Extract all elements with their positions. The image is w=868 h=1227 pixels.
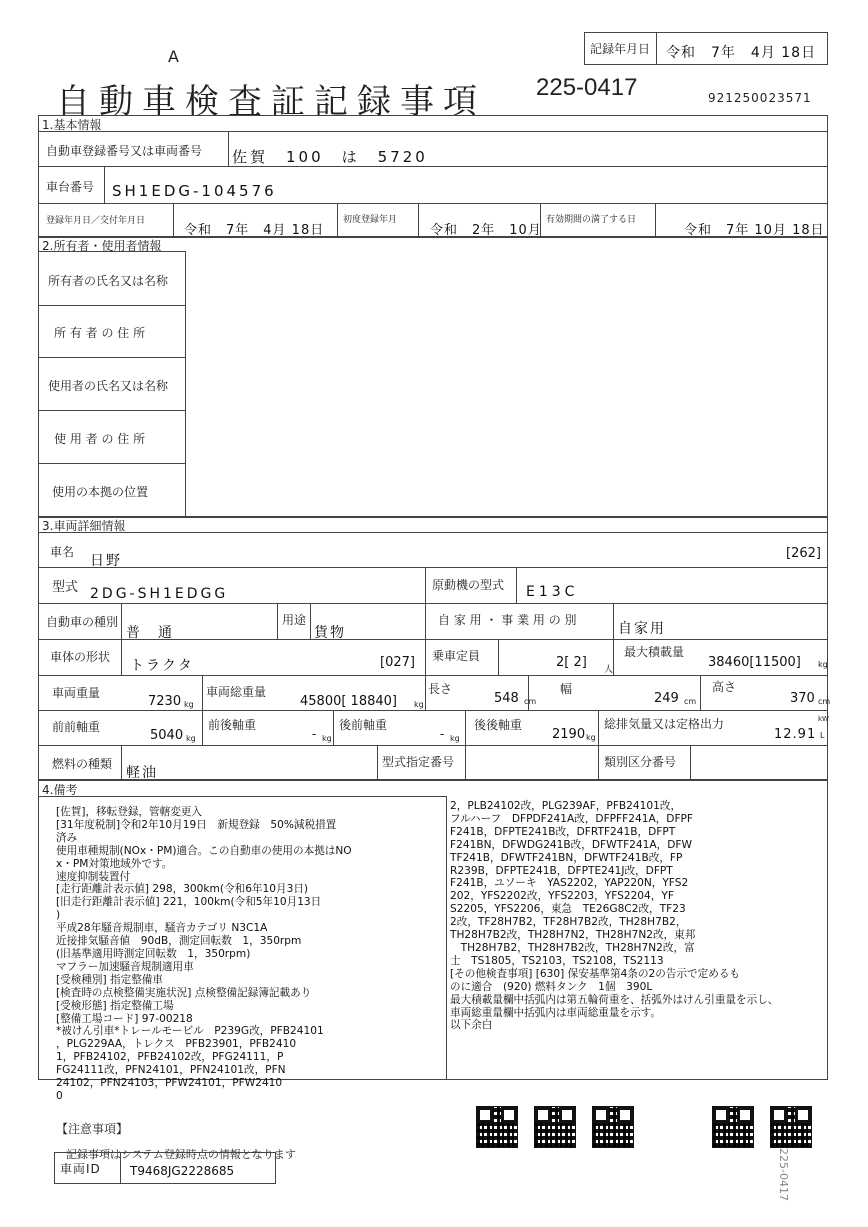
height-label: 高さ [712,680,737,694]
page-title: 自動車検査証記録事項 [56,82,486,122]
remarks-left-line: FG24111改，PFN24101，PFN24101改，PFN [56,1064,286,1077]
remarks-right-column [450,800,778,1032]
margin-handwriting: 225-0417 [777,1148,790,1201]
gross-weight-label: 車両総重量 [206,685,267,699]
remarks-right-line: のに適合 (920) 燃料タンク 1個 390L [450,980,653,993]
car-name-value: 日野 [90,553,122,569]
expiry-date-value: 令和 7年 10月 18日 [684,223,825,238]
qr-code-3 [592,1106,634,1148]
remarks-right-line: 以下余白 [450,1019,493,1032]
max-load-label: 最大積載量 [624,645,685,659]
expiry-date-label: 有効期間の満了する日 [546,215,637,225]
use-value: 貨物 [314,625,346,641]
category-number-label: 類別区分番号 [604,755,677,769]
remarks-left-line: 使用車種規制(NOx・PM)適合。この自動車の使用の本拠はNO [56,844,352,857]
base-location-label: 使用の本拠の位置 [52,485,149,499]
vehicle-id-label: 車両ID [60,1162,101,1176]
remarks-left-column [56,806,352,1103]
record-date-label: 記録年月日 [590,42,651,56]
document-number: 921250023571 [708,91,812,105]
remarks-left-line: ) [56,909,61,922]
remarks-right-line: 最大積載量欄中括弧内は第五輪荷重を、括弧外はけん引重量を示し、 [450,993,779,1006]
chassis-number-label: 車台番号 [46,180,95,194]
displacement-value: 12.91 [774,727,817,742]
stamp-number: 225-0417 [536,74,638,101]
remarks-left-line: 平成28年騒音規制車，騒音カテゴリ N3C1A [56,922,268,935]
remarks-heading: 4.備考 [42,783,78,797]
remarks-left-line: 24102，PFN24103，PFW24101，PFW2410 [56,1077,283,1090]
remarks-right-line: S2205，YFS2206，東急 TE26G8C2改，TF23 [450,903,686,916]
basic-info-heading: 1.基本情報 [42,118,102,132]
displacement-unit-l: L [820,731,825,740]
remarks-right-line: 車両総重量欄中括弧内は車両総重量を示す。 [450,1006,662,1019]
displacement-unit-kw: kW [818,715,829,723]
car-name-code: [262] [786,546,821,561]
notes-text: 記録事項はシステム登録時点の情報となります [66,1148,296,1161]
front-front-axle-label: 前前軸重 [52,720,101,734]
first-registration-label: 初度登録年月 [343,215,398,225]
remarks-left-line: [検査時の点検整備実施状況] 点検整備記録簿記載あり [56,986,312,999]
remarks-left-line: 0 [56,1089,63,1102]
model-label: 型式 [52,580,79,595]
fuel-type-value: 軽油 [126,765,158,781]
remarks-left-line: [受検種別] 指定整備車 [56,973,163,986]
width-label: 幅 [560,682,573,696]
remarks-right-line: 2改，TF28H7B2，TF28H7B2改，TH28H7B2， [450,916,687,929]
plate-number-value: 佐賀 100 は 5720 [232,148,428,166]
remarks-left-line: [整備工場コード] 97-00218 [56,1012,193,1025]
displacement-label: 総排気量又は定格出力 [604,717,725,731]
type-designation-label: 型式指定番号 [382,755,455,769]
length-label: 長さ [428,682,453,696]
capacity-label: 乗車定員 [432,649,481,663]
remarks-right-line: F241BN，DFWDG241B改，DFWTF241A，DFW [450,838,692,851]
engine-model-label: 原動機の型式 [432,578,505,592]
remarks-right-line: 士 TS1805，TS2103，TS2108，TS2113 [450,954,664,967]
remarks-left-line: ，PLG229AA，トレクス PFB23901，PFB2410 [56,1038,297,1051]
remarks-left-line: (旧基準適用時測定回転数 1，350rpm) [56,947,251,960]
vehicle-type-label: 自動車の種別 [46,615,119,629]
corner-letter: A [168,47,179,66]
issue-date-value: 令和 7年 4月 18日 [184,223,325,238]
rear-front-axle-unit: kg [450,734,460,743]
vehicle-id-value: T9468JG2228685 [130,1164,235,1178]
rear-front-axle-label: 後前軸重 [339,718,388,732]
remarks-left-line: 速度抑制装置付 [56,870,131,883]
vehicle-detail-heading: 3.車両詳細情報 [42,519,126,533]
body-shape-value: トラクタ [130,658,194,674]
gross-weight-unit: kg [414,700,424,709]
front-front-axle-unit: kg [186,734,196,743]
vehicle-type-value: 普 通 [126,625,174,641]
private-commercial-value: 自家用 [618,621,666,637]
remarks-right-line: 202，YFS2202改，YFS2203，YFS2204，YF [450,890,674,903]
front-rear-axle-label: 前後軸重 [208,718,257,732]
rear-front-axle-value: - [440,727,447,741]
vehicle-weight-label: 車両重量 [52,686,101,700]
qr-code-5 [770,1106,812,1148]
remarks-right-line: F241B，ユソーキ YAS2202，YAP220N，YFS2 [450,877,689,890]
width-value: 249 [654,691,679,706]
qr-code-4 [712,1106,754,1148]
body-shape-code: [027] [380,655,415,670]
remarks-right-line: F241B，DFPTE241B改，DFRTF241B，DFPT [450,825,676,838]
engine-model-value: E13C [526,584,579,600]
remarks-left-line: [佐賀]，移転登録，管轄変更入 [56,806,202,818]
remarks-left-line: [走行距離計表示値] 298，300km(令和6年10月3日) [56,883,309,896]
gross-weight-value: 45800[ 18840] [300,694,397,709]
vehicle-weight-unit: kg [184,700,194,709]
qr-code-2 [534,1106,576,1148]
rear-rear-axle-label: 後後軸重 [474,718,523,732]
capacity-value: 2[ 2] [556,655,587,670]
remarks-left-line: マフラー加速騒音規制適用車 [56,960,194,973]
notes-heading: 【注意事項】 [56,1122,129,1136]
use-label: 用途 [282,613,307,627]
private-commercial-label: 自 家 用 ・ 事 業 用 の 別 [438,613,577,627]
remarks-left-line: 近接排気騒音値 90dB，測定回転数 1，350rpm [56,935,302,948]
remarks-right-line: TH28H7B2改，TH28H7N2，TH28H7N2改，東邦 [450,929,696,942]
rear-rear-axle-unit: kg [586,733,596,742]
model-value: 2DG-SH1EDGG [90,586,229,602]
height-unit: cm [818,697,831,706]
width-unit: cm [684,697,697,706]
body-shape-label: 車体の形状 [50,650,111,664]
remarks-right-line: フルハーフ DFPDF241A改，DFPFF241A，DFPF [450,812,694,825]
remarks-right-line: [その他検査事項] [630] 保安基準第4条の2の告示で定めるも [450,967,741,980]
user-address-label: 使 用 者 の 住 所 [54,432,146,446]
length-unit: cm [524,697,537,706]
chassis-number-value: SH1EDG-104576 [112,182,277,200]
remarks-right-line: 2，PLB24102改，PLG239AF，PFB24101改， [450,800,682,812]
remarks-left-line: x・PM対策地域外です。 [56,857,173,870]
remarks-left-line: 1，PFB24102，PFB24102改，PFG24111，P [56,1051,284,1064]
remarks-right-line: R239B，DFPTE241B，DFPTE241J改，DFPT [450,864,673,877]
remarks-left-line: [受検形態] 指定整備工場 [56,999,174,1012]
remarks-left-line: 済み [56,831,78,844]
front-rear-axle-value: - [312,727,319,741]
rear-rear-axle-value: 2190 [552,727,586,742]
height-value: 370 [790,691,815,706]
first-registration-value: 令和 2年 10月 [430,223,542,238]
remarks-left-line: [31年度税制]令和2年10月19日 新規登録 50%減税措置 [56,818,337,831]
remarks-left-line: *被けん引車*トレールモービル P239G改，PFB24101 [56,1025,324,1038]
vehicle-weight-value: 7230 [148,694,182,709]
front-rear-axle-unit: kg [322,734,332,743]
user-name-label: 使用者の氏名又は名称 [48,379,169,393]
max-load-unit: kg [818,660,828,669]
issue-date-label: 登録年月日／交付年月日 [46,216,146,226]
owner-info-heading: 2.所有者・使用者情報 [42,239,162,253]
remarks-left-line: [旧走行距離計表示値] 221，100km(令和5年10月13日 [56,896,322,909]
max-load-value: 38460[11500] [708,655,801,670]
remarks-right-line: TH28H7B2，TH28H7B2改，TH28H7N2改，富 [450,941,695,954]
owner-address-label: 所 有 者 の 住 所 [54,326,146,340]
capacity-unit: 人 [604,665,614,675]
plate-number-label: 自動車登録番号又は車両番号 [46,144,203,158]
remarks-right-line: TF241B，DFWTF241BN，DFWTF241B改，FP [450,851,683,864]
record-date-value: 令和 7年 4月 18日 [666,45,817,61]
qr-code-1 [476,1106,518,1148]
owner-name-label: 所有者の氏名又は名称 [48,274,169,288]
length-value: 548 [494,691,519,706]
car-name-label: 車名 [50,545,75,559]
fuel-type-label: 燃料の種類 [52,757,113,771]
front-front-axle-value: 5040 [150,728,184,743]
